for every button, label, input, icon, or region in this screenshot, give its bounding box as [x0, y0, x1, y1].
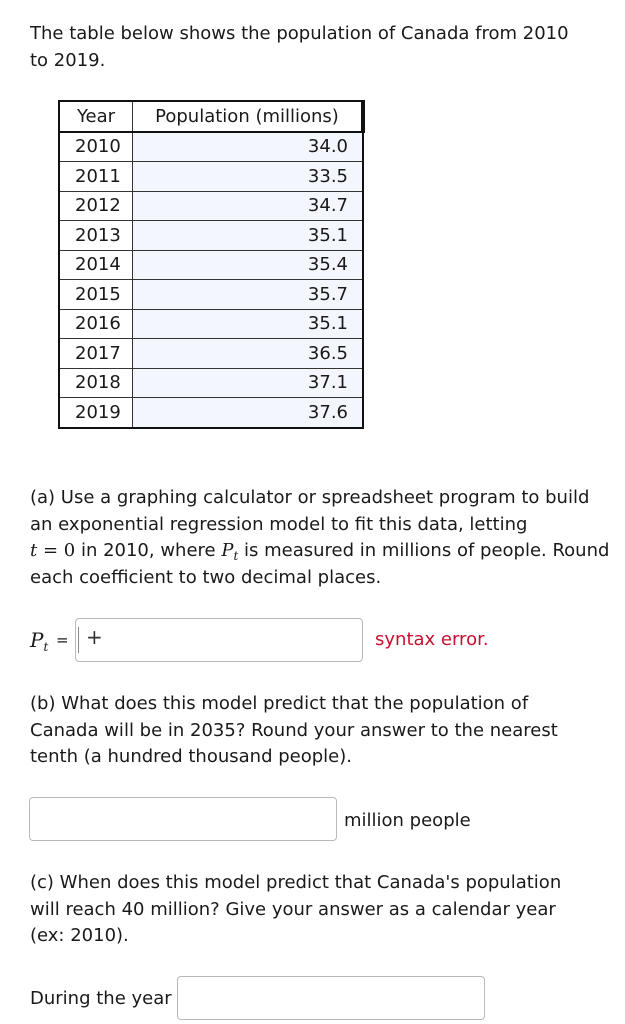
part-a-question — [30, 485, 610, 591]
year-cell: 2013 — [59, 221, 133, 251]
population-table — [58, 100, 365, 429]
part-c-question: (c) When does this model predict that Canada's population will reach 40 million? Give your answer as a calendar year (ex: 2010). — [30, 872, 562, 946]
part-a-text-3: is measured in millions of people. Round each coefficient to two decimal places. — [30, 540, 610, 588]
part-b-question: (b) What does this model predict that the population of Canada will be in 2035? Round your answer to the nearest tenth (a hundred thousand people). — [30, 693, 558, 767]
table-row — [59, 132, 363, 162]
table-row — [59, 191, 363, 221]
t-variable: t — [30, 540, 38, 561]
table-row — [59, 309, 363, 339]
population-2035-input[interactable] — [29, 797, 337, 841]
p-subscript: t — [233, 549, 239, 563]
table-row — [59, 221, 363, 251]
syntax-error-message: syntax error. — [375, 629, 489, 650]
population-cell: 37.6 — [133, 398, 364, 428]
table-row — [59, 280, 363, 310]
population-cell: 35.1 — [133, 309, 364, 339]
intro-text: The table below shows the population of Canada from 2010 to 2019. — [30, 23, 569, 71]
year-cell: 2017 — [59, 339, 133, 369]
table-row — [59, 250, 363, 280]
year-column-header: Year — [59, 101, 133, 132]
population-cell: 35.7 — [133, 280, 364, 310]
p-variable — [221, 540, 238, 561]
table-row — [59, 339, 363, 369]
population-cell: 34.7 — [133, 191, 364, 221]
population-cell: 35.1 — [133, 221, 364, 251]
population-cell: 36.5 — [133, 339, 364, 369]
part-a-text-1: (a) Use a graphing calculator or spreadsheet program to build an exponential regression model to fit this data, letting — [30, 487, 590, 535]
million-people-unit: million people — [344, 810, 471, 831]
p-label-letter: P — [30, 628, 44, 652]
table-row — [59, 398, 363, 428]
during-the-year-label: During the year — [30, 988, 172, 1009]
population-cell: 34.0 — [133, 132, 364, 162]
plus-symbol: + — [86, 625, 103, 649]
population-column-header: Population (millions) — [133, 101, 364, 132]
text-cursor — [78, 627, 79, 653]
year-cell: 2014 — [59, 250, 133, 280]
part-a-text-2: in 2010, where — [75, 540, 222, 561]
p-t-label — [30, 627, 48, 653]
model-equation-input[interactable] — [75, 618, 363, 662]
year-cell: 2019 — [59, 398, 133, 428]
table-row — [59, 162, 363, 192]
p-letter: P — [221, 540, 234, 561]
calendar-year-input[interactable] — [177, 976, 485, 1020]
table-row — [59, 368, 363, 398]
population-cell: 35.4 — [133, 250, 364, 280]
year-cell: 2018 — [59, 368, 133, 398]
year-cell: 2015 — [59, 280, 133, 310]
year-cell: 2010 — [59, 132, 133, 162]
equals-sign: = — [56, 631, 69, 649]
year-cell: 2012 — [59, 191, 133, 221]
population-cell: 33.5 — [133, 162, 364, 192]
table-header-row — [59, 101, 363, 132]
p-label-subscript: t — [43, 640, 49, 654]
equals-zero: = 0 — [37, 540, 76, 561]
year-cell: 2011 — [59, 162, 133, 192]
year-cell: 2016 — [59, 309, 133, 339]
population-cell: 37.1 — [133, 368, 364, 398]
